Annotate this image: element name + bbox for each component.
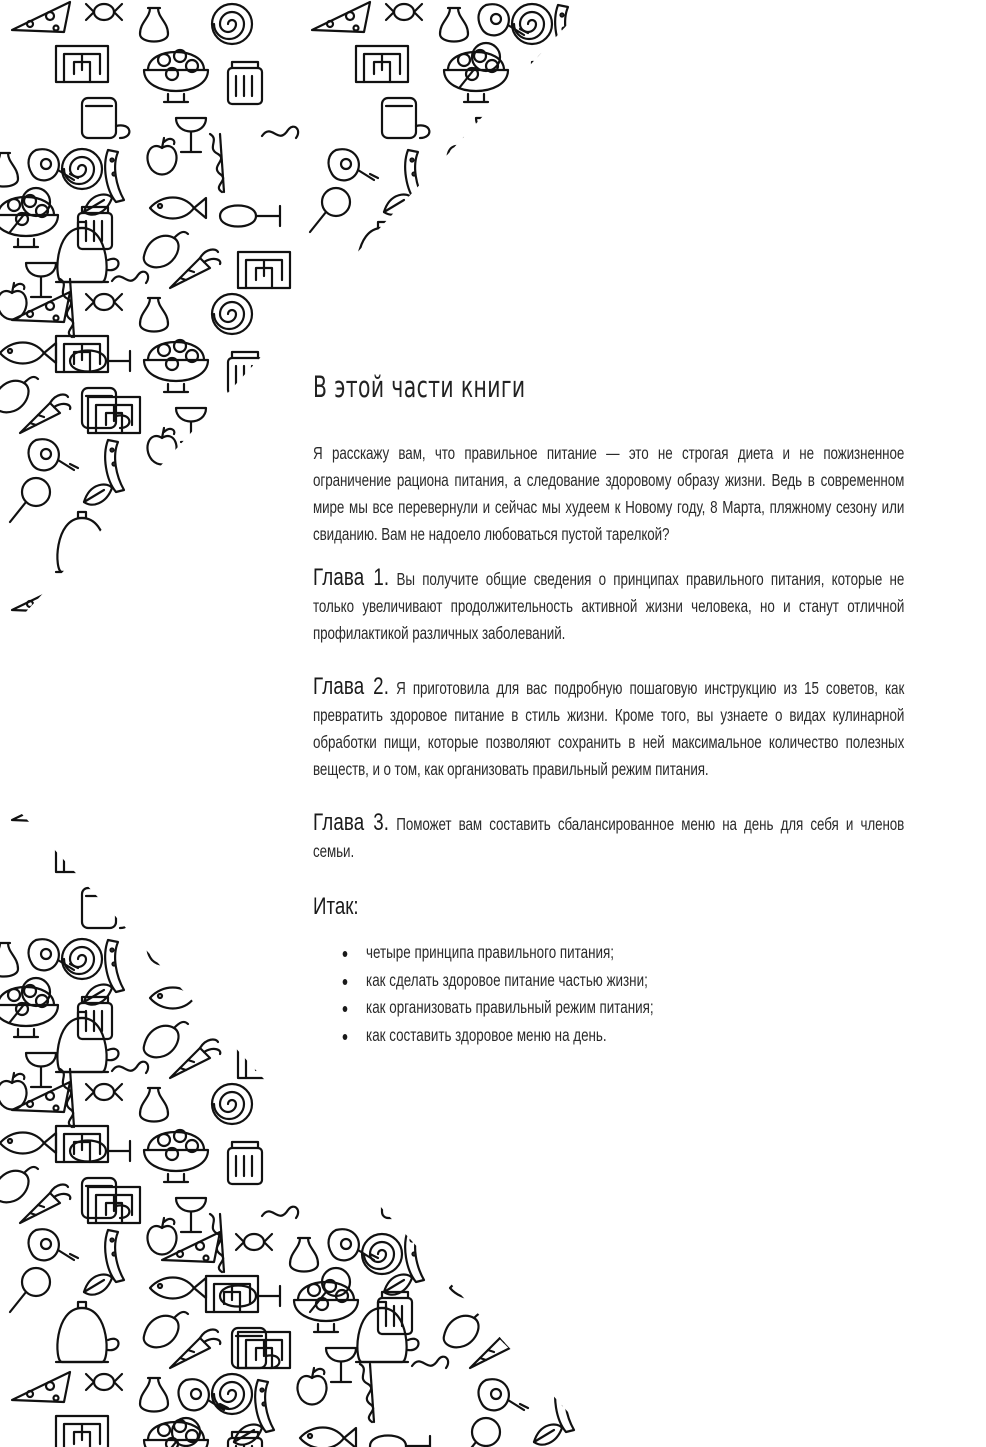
- summary-heading: Итак:: [313, 893, 359, 920]
- chapter-2-text: Я приготовила для вас подробную пошаговую инструкцию из 15 советов, как превратить здоровое питание в стиль жизни. Кроме того, вы узнаете о видах кулинарной обработки пищи, которые позволяют сохранить в ней максимальное количество полезных веществ, и о том, как организовать правильный режим питания.: [313, 678, 905, 779]
- chapter-2-label: Глава 2.: [313, 673, 390, 700]
- list-item: как составить здоровое меню на день.: [343, 1022, 905, 1050]
- intro-paragraph: Я расскажу вам, что правильное питание — это не строгая диета и не пожизненное ограничение рациона питания, а следование здоровому образу жизни. Ведь в современном мире мы все перевернули и сейчас мы худеем к Новому году, 8 Марта, пляжному сезону или свиданию. Вам не надоело любоваться пустой тарелкой?: [313, 443, 905, 544]
- section-title: В этой части книги: [313, 370, 526, 404]
- list-item: как организовать правильный режим питания;: [343, 994, 905, 1022]
- list-item: четыре принципа правильного питания;: [343, 939, 905, 967]
- chapter-1-label: Глава 1.: [313, 564, 390, 591]
- list-item: как сделать здоровое питание частью жизни;: [343, 967, 905, 995]
- text-block: [313, 440, 904, 1049]
- chapter-3-paragraph: [313, 809, 904, 865]
- chapter-overview: [313, 370, 904, 1049]
- chapter-3-label: Глава 3.: [313, 809, 390, 836]
- summary-list: [313, 939, 904, 1049]
- chapter-2-paragraph: [313, 673, 904, 783]
- chapter-1-text: Вы получите общие сведения о принципах правильного питания, которые не только увеличивают продолжительность активной жизни человека, но и станут отличной профилактикой различных заболеваний.: [313, 569, 905, 643]
- chapter-3-text: Поможет вам составить сбалансированное меню на день для себя и членов семьи.: [313, 814, 905, 861]
- chapter-1-paragraph: [313, 564, 904, 647]
